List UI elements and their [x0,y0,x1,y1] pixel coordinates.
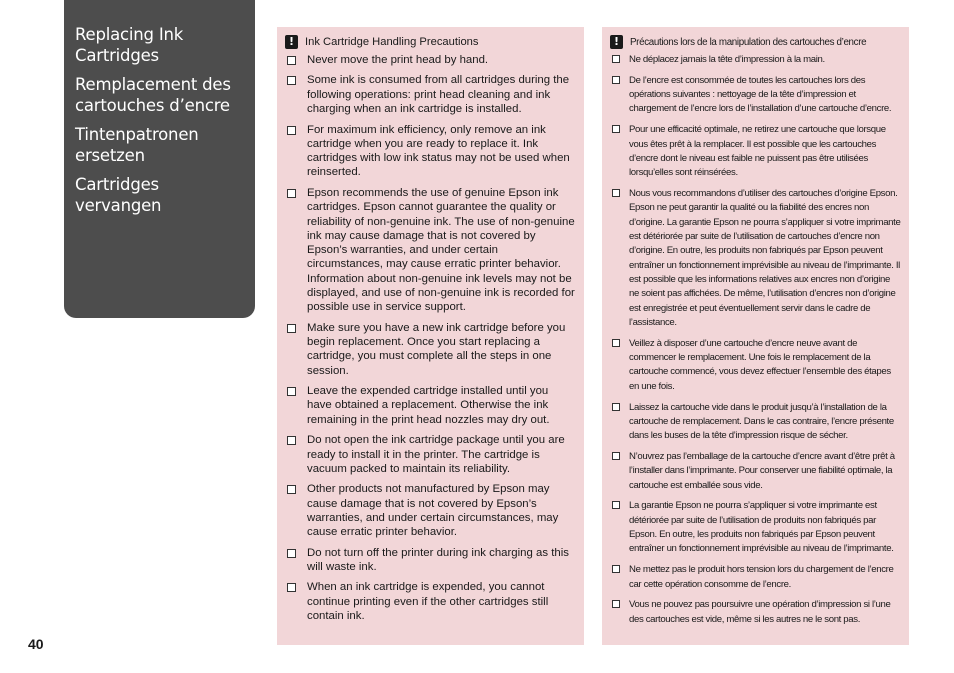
list-item [610,598,901,627]
checkbox-bullet-icon [287,387,296,396]
list-item-text: Never move the print head by hand. [307,54,489,66]
checkbox-bullet-icon [287,189,296,198]
checkbox-bullet-icon [287,126,296,135]
checkbox-bullet-icon [612,339,620,347]
panel-heading-french [610,35,901,49]
list-item-text: Veillez à disposer d’une cartouche d’encre neuve avant de commencer le remplacement. Une fois le remplacement de la cartouche commencé, vous devez effectuer l’ensemble des étapes en une fois. [629,337,891,392]
list-item-text: Leave the expended cartridge installed until you have obtained a replacement. Otherwise the ink remaining in the print head nozzles may dry out. [307,385,550,426]
checkbox-bullet-icon [287,76,296,85]
list-item-text: Laissez la cartouche vide dans le produit jusqu’à l’installation de la cartouche de remplacement. Dans le cas contraire, l’encre présente dans les buses de la tête d’impression risque de sécher. [629,401,894,442]
checkbox-bullet-icon [287,485,296,494]
list-item [610,401,901,444]
list-item [285,123,576,180]
list-item [285,482,576,539]
checkbox-bullet-icon [287,549,296,558]
precautions-panel-french [602,27,909,645]
list-item [285,186,576,315]
checkbox-bullet-icon [612,125,620,133]
checkbox-bullet-icon [287,324,296,333]
checkbox-bullet-icon [612,55,620,63]
list-item [610,123,901,180]
list-item [285,384,576,427]
checkbox-bullet-icon [612,189,620,197]
section-title-french: Remplacement des cartouches d’encre [75,75,231,115]
list-item [285,580,576,623]
list-item-text: Vous ne pouvez pas poursuivre une opération d’impression si l’une des cartouches est vide, même si les autres ne le sont pas. [629,599,891,625]
checkbox-bullet-icon [612,403,620,411]
list-item [610,499,901,556]
list-item-text: When an ink cartridge is expended, you cannot continue printing even if the other cartridges still contain ink. [307,581,549,623]
checkbox-bullet-icon [612,565,620,573]
precautions-panel-english [277,27,584,645]
checkbox-bullet-icon [287,583,296,592]
list-item [610,563,901,592]
list-item-text: Nous vous recommandons d’utiliser des cartouches d’origine Epson. Epson ne peut garantir la qualité ou la fiabilité des encres non d’origine. La garantie Epson ne pourra s’appliquer si votre imprimante est détériorée par suite de l’utilisation de cartouches d’encre non d’origine. En outre, les produits non fabriqués par Epson peuvent entraîner un fonctionnement imprévisible au niveau de l’imprimante. Il est possible que les informations relatives aux encres non d’origine ne soient pas affichées. De même, l’utilisation d’encres non d’origine est enregistrée et peut éventuellement servir dans le cadre de l’assistance. [629,188,901,328]
list-item [610,337,901,394]
section-title-dutch: Cartridges vervangen [75,175,162,215]
list-item-text: Ne mettez pas le produit hors tension lors du chargement de l’encre car cette opération consomme de l’encre. [629,564,894,590]
checkbox-bullet-icon [612,76,620,84]
list-item [285,321,576,378]
list-item-text: Do not turn off the printer during ink charging as this will waste ink. [307,546,569,573]
list-item [285,546,576,575]
panel-heading-text: Ink Cartridge Handling Precautions [305,36,479,48]
list-item-text: For maximum ink efficiency, only remove an ink cartridge when you are ready to replace it. Ink cartridges with low ink status may not be used when reinserted. [307,123,570,179]
list-item [610,450,901,493]
list-item-text: Pour une efficacité optimale, ne retirez une cartouche que lorsque vous êtes prêt à la remplacer. Il est possible que les cartouches d’encre dont le niveau est faible ne puissent pas être utilisées lorsqu’elles sont réinsérées. [629,124,886,179]
list-item-text: La garantie Epson ne pourra s’appliquer si votre imprimante est détériorée par suite de l’utilisation de produits non fabriqués par Epson. En outre, les produits non fabriqués par Epson peuvent entraîner un fonctionnement imprévisible au niveau de l’imprimante. [629,500,894,555]
list-item-text: Other products not manufactured by Epson may cause damage that is not covered by Epson’s warranties, and under certain circumstances, may cause erratic printer behavior. [307,483,559,539]
list-item-text: Do not open the ink cartridge package until you are ready to install it in the printer. The cartridge is vacuum packed to maintain its reliability. [307,434,565,475]
list-item-text: Some ink is consumed from all cartridges during the following operations: print head cleaning and ink charging when an ink cartridge is installed. [307,74,570,116]
panel-heading-text: Précautions lors de la manipulation des cartouches d’encre [630,36,867,48]
list-item [285,73,576,116]
list-item [610,187,901,330]
page-number: 40 [28,636,44,652]
list-item-text: Ne déplacez jamais la tête d’impression à la main. [629,54,825,65]
warning-icon: ! [610,35,623,49]
checkbox-bullet-icon [287,436,296,445]
list-item [285,53,576,67]
precaution-list-english [285,53,576,623]
checkbox-bullet-icon [612,600,620,608]
warning-icon: ! [285,35,298,49]
list-item [610,74,901,117]
section-title-english: Replacing Ink Cartridges [75,25,184,65]
precaution-list-french [610,53,901,627]
checkbox-bullet-icon [612,452,620,460]
list-item [610,53,901,67]
checkbox-bullet-icon [612,501,620,509]
section-tab [64,0,255,318]
list-item [285,433,576,476]
panel-heading-english [285,35,576,49]
list-item-text: N’ouvrez pas l’emballage de la cartouche d’encre avant d’être prêt à l’installer dans l’imprimante. Pour conserver une fiabilité optimale, la cartouche est emballée sous vide. [629,450,895,491]
list-item-text: Make sure you have a new ink cartridge before you begin replacement. Once you start replacing a cartridge, you must complete all the steps in one session. [307,321,566,377]
list-item-text: De l’encre est consommée de toutes les cartouches lors des opérations suivantes : nettoyage de la tête d’impression et chargement de l’encre lors de l’installation d’une cartouche d’encre. [629,74,892,115]
checkbox-bullet-icon [287,56,296,65]
list-item-text: Epson recommends the use of genuine Epson ink cartridges. Epson cannot guarantee the quality or reliability of non-genuine ink. The use of non-genuine ink may cause damage that is not covered by Epson’s warranties, and under certain circumstances, may cause erratic printer behavior. Information about non-genuine ink levels may not be displayed, and use of non-genuine ink is recorded for possible use in service support. [307,186,575,314]
section-title-german: Tintenpatronen ersetzen [75,125,199,165]
